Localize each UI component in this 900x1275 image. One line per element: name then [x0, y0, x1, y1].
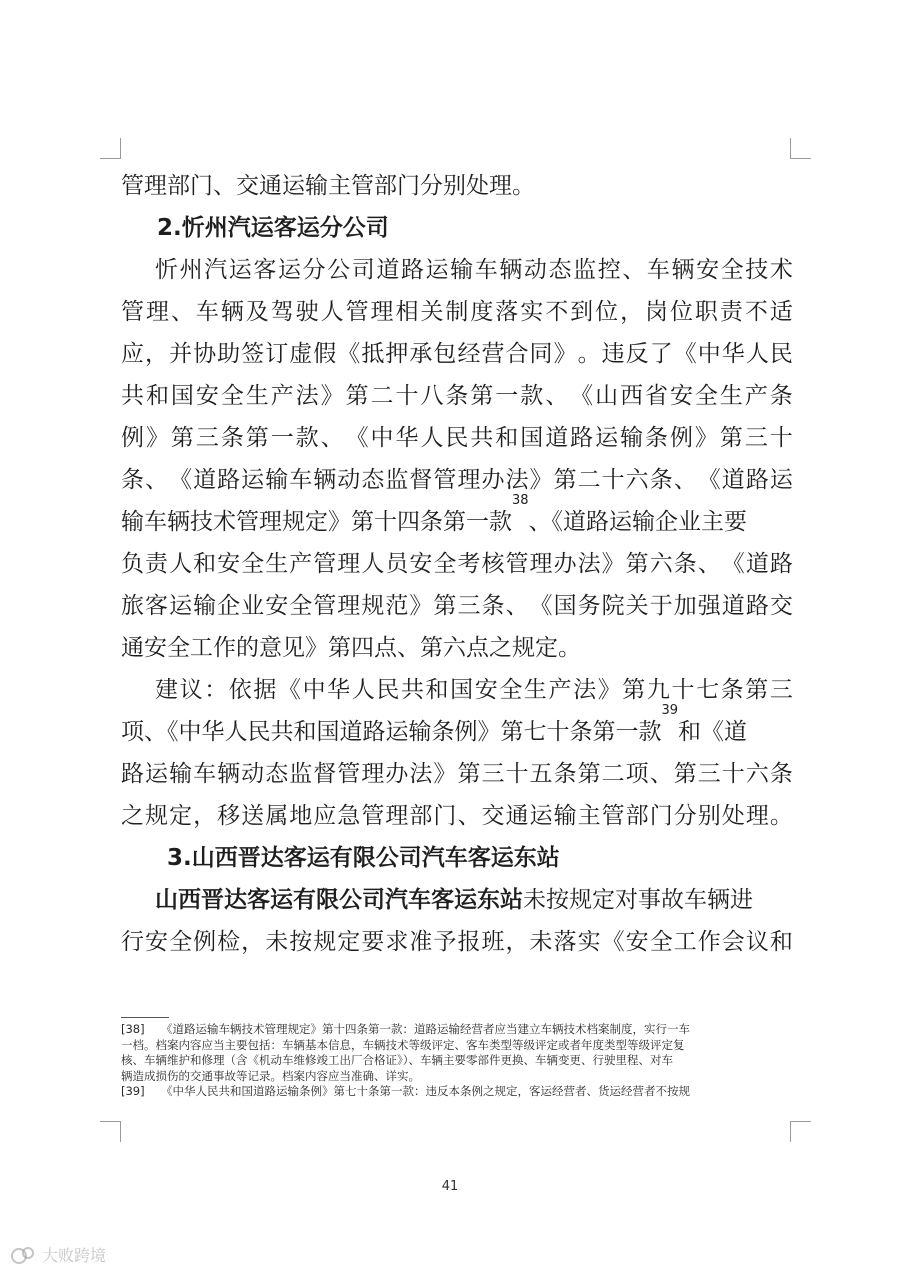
text-line: 管理部门、交通运输主管部门分别处理。	[121, 173, 535, 199]
section-heading-2: 2.忻州汽运客运分公司	[157, 215, 389, 241]
footnotes	[121, 1022, 793, 1100]
text-line: 负 责 人 和 安 全 生 产 管 理 人 员 安 全 考 核 管 理 办 法 》 第 六 条 、 《 道 路	[121, 551, 793, 577]
footnote-38: [38] 《道路运输车辆技术管理规定》第十四条第一款：道路运输经营者应当建立车辆技术档案制度，实行一车	[121, 1022, 690, 1036]
text-line: 行 安 全 例 检 ， 未 按 规 定 要 求 准 予 报 班 ， 未 落 实 《 安 全 工 作 会 议 和	[121, 929, 793, 955]
text-line: 路 运 输 车 辆 动 态 监 督 管 理 办 法 》 第 三 十 五 条 第 二 项 、 第 三 十 六 条	[121, 761, 793, 787]
text-line: 之 规 定 ， 移 送 属 地 应 急 管 理 部 门 、 交 通 运 输 主 管 部 门 分 别 处 理 。	[121, 803, 793, 829]
footnote-line: 一档。档案内容应当主要包括：车辆基本信息，车辆技术等级评定、客车类型等级评定或者年度类型等级评定复	[121, 1037, 685, 1052]
text-line: 项、《中华人民共和国道路运输条例》第七十条第一款 39 和《道	[121, 711, 793, 753]
crop-mark-top-left	[100, 138, 121, 159]
watermark	[10, 1243, 106, 1266]
page-number: 41	[441, 1179, 459, 1194]
text-line: 应 ， 并 协 助 签 订 虚 假 《 抵 押 承 包 经 营 合 同 》 。 违 反 了 《 中 华 人 民	[121, 341, 793, 367]
watermark-logo-icon	[10, 1244, 36, 1266]
text-line: 输车辆技术管理规定》第十四条第一款 38 、《道路运输企业主要	[121, 501, 793, 543]
text-line: 通安全工作的意见》第四点、第六点之规定。	[121, 635, 581, 661]
footnote-line: 辆造成损伤的交通事故等记录。档案内容应当准确、详实。	[121, 1068, 420, 1083]
footnote-39: [39] 《中华人民共和国道路运输条例》第七十条第一款：违反本条例之规定，客运经营者、货运经营者不按规	[121, 1084, 690, 1098]
footnote-ref-38[interactable]: 38	[512, 493, 529, 508]
page-body	[121, 165, 793, 963]
footnote-line: 核、车辆维护和修理（含《机动车维修竣工出厂合格证》）、车辆主要零部件更换、车辆变更、行驶里程、对车	[121, 1053, 673, 1067]
crop-mark-bottom-left	[100, 1121, 121, 1142]
text-line: 山西晋达客运有限公司汽车客运东站 未按规定对事故车辆进	[155, 887, 753, 913]
text-line: 条 、 《 道 路 运 输 车 辆 动 态 监 督 管 理 办 法 》 第 二 十 六 条 、 《 道 路 运	[121, 467, 793, 493]
text-line: 管 理 、 车 辆 及 驾 驶 人 管 理 相 关 制 度 落 实 不 到 位 ， 岗 位 职 责 不 适	[121, 299, 793, 325]
watermark-text: 大败跨境	[42, 1246, 107, 1265]
footnote-separator	[121, 1017, 169, 1018]
text-line: 建 议 ： 依 据 《 中 华 人 民 共 和 国 安 全 生 产 法 》 第 九 十 七 条 第 三	[155, 677, 793, 703]
text-line: 共 和 国 安 全 生 产 法 》 第 二 十 八 条 第 一 款 、 《 山 西 省 安 全 生 产 条	[121, 383, 793, 409]
crop-mark-top-right	[790, 138, 811, 159]
section-heading-3: 3.山西晋达客运有限公司汽车客运东站	[167, 845, 560, 871]
crop-mark-bottom-right	[790, 1121, 811, 1142]
footnote-ref-39[interactable]: 39	[661, 703, 679, 718]
text-line: 例 》 第 三 条 第 一 款 、 《 中 华 人 民 共 和 国 道 路 运 输 条 例 》 第 三 十	[121, 425, 793, 451]
text-line: 忻 州 汽 运 客 运 分 公 司 道 路 运 输 车 辆 动 态 监 控 、 车 辆 安 全 技 术	[155, 257, 793, 283]
text-line: 旅 客 运 输 企 业 安 全 管 理 规 范 》 第 三 条 、 《 国 务 院 关 于 加 强 道 路 交	[121, 593, 793, 619]
